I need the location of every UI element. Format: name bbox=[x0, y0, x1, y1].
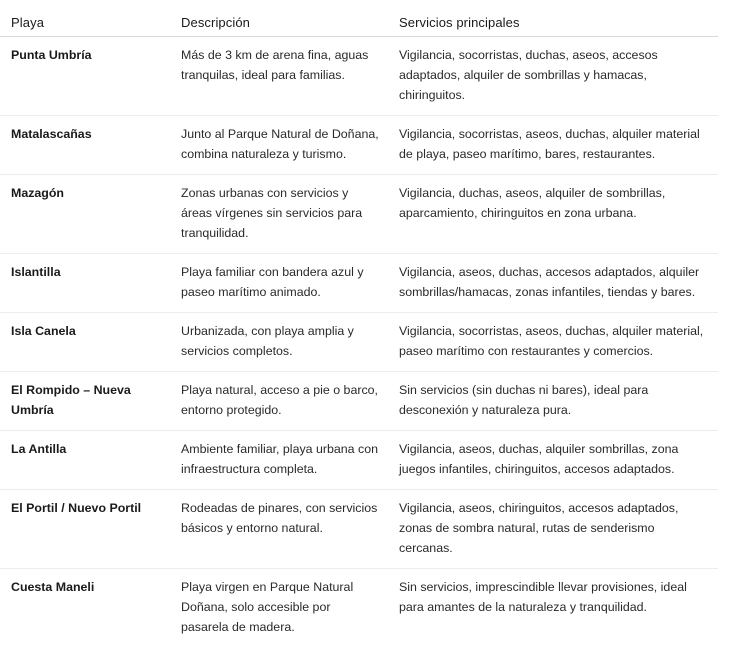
table-row bbox=[0, 175, 718, 254]
beach-description: Zonas urbanas con servicios y áreas vírgenes sin servicios para tranquilidad. bbox=[170, 175, 388, 254]
table-row bbox=[0, 254, 718, 313]
table-row bbox=[0, 313, 718, 372]
header-playa: Playa bbox=[0, 0, 170, 37]
beach-services: Vigilancia, duchas, aseos, alquiler de sombrillas, aparcamiento, chiringuitos en zona urbana. bbox=[388, 175, 718, 254]
beach-name: El Portil / Nuevo Portil bbox=[0, 490, 170, 569]
beach-name: Cuesta Maneli bbox=[11, 580, 95, 594]
beach-services: Vigilancia, socorristas, aseos, duchas, alquiler material de playa, paseo marítimo, bares, restaurantes. bbox=[388, 116, 718, 175]
table-row bbox=[0, 37, 718, 116]
beach-name: La Antilla bbox=[0, 431, 170, 490]
beach-name: Matalascañas bbox=[0, 116, 170, 175]
beach-services: Vigilancia, aseos, chiringuitos, accesos adaptados, zonas de sombra natural, rutas de senderismo cercanas. bbox=[388, 490, 718, 569]
beach-name: Isla Canela bbox=[0, 313, 170, 372]
beach-description: Rodeadas de pinares, con servicios básicos y entorno natural. bbox=[170, 490, 388, 569]
table-row bbox=[0, 372, 718, 431]
table-row bbox=[0, 569, 718, 648]
table-row bbox=[0, 431, 718, 490]
beach-description: Urbanizada, con playa amplia y servicios completos. bbox=[170, 313, 388, 372]
beach-name: Punta Umbría bbox=[0, 37, 170, 116]
beach-description: Junto al Parque Natural de Doñana, combina naturaleza y turismo. bbox=[170, 116, 388, 175]
beach-description: Playa familiar con bandera azul y paseo marítimo animado. bbox=[170, 254, 388, 313]
beach-description: Más de 3 km de arena fina, aguas tranquilas, ideal para familias. bbox=[170, 37, 388, 116]
beach-services: Vigilancia, socorristas, aseos, duchas, alquiler material, paseo marítimo con restaurantes y comercios. bbox=[388, 313, 718, 372]
beach-services: Sin servicios, imprescindible llevar provisiones, ideal para amantes de la naturaleza y tranquilidad. bbox=[399, 580, 687, 614]
header-descripcion: Descripción bbox=[170, 0, 388, 37]
beach-name: El Rompido – Nueva Umbría bbox=[0, 372, 170, 431]
beach-services: Vigilancia, aseos, duchas, alquiler sombrillas, zona juegos infantiles, chiringuitos, accesos adaptados. bbox=[388, 431, 718, 490]
beach-services: Sin servicios (sin duchas ni bares), ideal para desconexión y naturaleza pura. bbox=[388, 372, 718, 431]
header-servicios: Servicios principales bbox=[388, 0, 718, 37]
beach-name: Islantilla bbox=[0, 254, 170, 313]
table-header bbox=[0, 0, 718, 37]
beach-services: Vigilancia, socorristas, duchas, aseos, accesos adaptados, alquiler de sombrillas y hamacas, chiringuitos. bbox=[388, 37, 718, 116]
header-row bbox=[0, 0, 718, 37]
beach-description: Playa natural, acceso a pie o barco, entorno protegido. bbox=[170, 372, 388, 431]
beach-name: Mazagón bbox=[0, 175, 170, 254]
table-row bbox=[0, 490, 718, 569]
beach-services: Vigilancia, aseos, duchas, accesos adaptados, alquiler sombrillas/hamacas, zonas infantiles, tiendas y bares. bbox=[388, 254, 718, 313]
table-body bbox=[0, 37, 718, 648]
beach-description: Ambiente familiar, playa urbana con infraestructura completa. bbox=[170, 431, 388, 490]
beach-description: Playa virgen en Parque Natural Doñana, solo accesible por pasarela de madera. bbox=[181, 580, 354, 634]
table-row bbox=[0, 116, 718, 175]
